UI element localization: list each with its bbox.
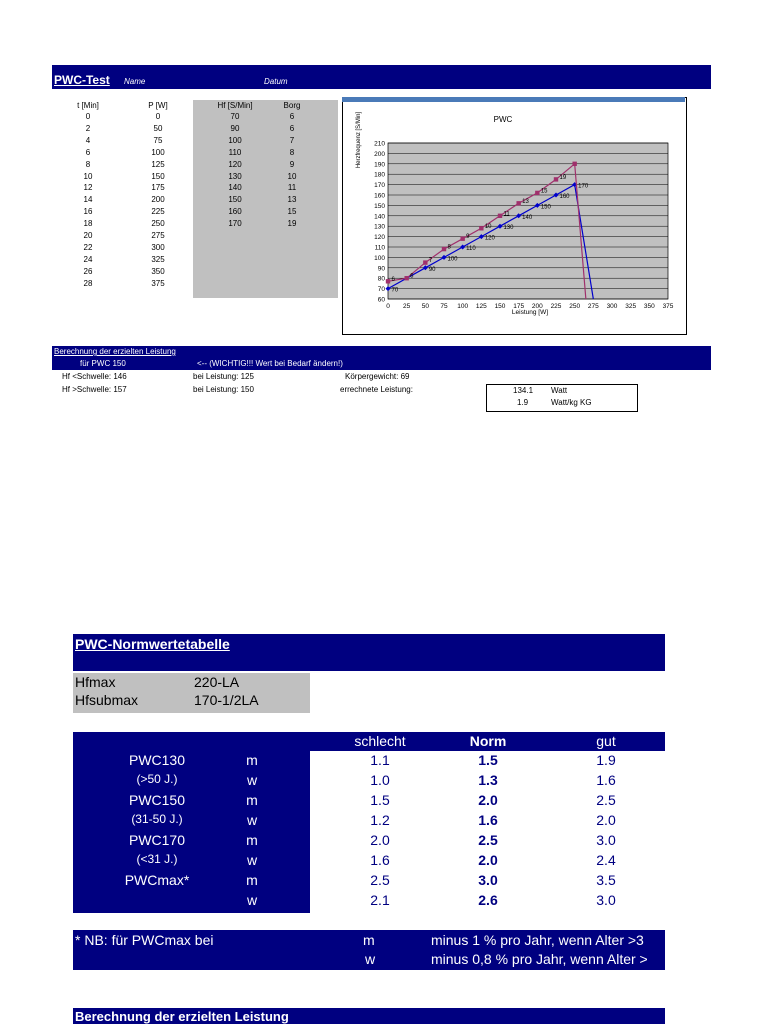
data-label: 150 — [540, 204, 551, 211]
x-tick-label: 50 — [421, 303, 429, 310]
data-label: 11 — [503, 211, 510, 218]
table-cell-t: 28 — [83, 278, 93, 288]
norm-value: 2.6 — [478, 892, 498, 908]
body-weight: Körpergewicht: 69 — [345, 372, 410, 381]
table-cell-p: 100 — [151, 147, 165, 157]
table-cell-p: 175 — [151, 183, 165, 193]
normwerte-title: PWC-Normwertetabelle — [75, 636, 230, 652]
norm-value: 2.0 — [596, 812, 616, 828]
data-label: 6 — [391, 276, 395, 283]
nb-sex-w: w — [365, 951, 376, 967]
norm-value: 1.3 — [478, 772, 498, 788]
x-tick-label: 275 — [587, 303, 599, 310]
x-tick-label: 125 — [475, 303, 487, 310]
norm-value: 2.0 — [478, 852, 498, 868]
data-label: 130 — [503, 225, 514, 232]
power-upper: bei Leistung: 150 — [193, 385, 254, 394]
table-cell-p: 75 — [153, 135, 163, 145]
norm-row-sex: m — [246, 792, 258, 808]
norm-value: 2.5 — [478, 832, 498, 848]
table-cell-t: 18 — [83, 219, 93, 229]
table-cell-p: 350 — [151, 266, 165, 276]
table-cell-t: 8 — [85, 159, 91, 169]
data-label: 70 — [391, 287, 399, 294]
y-tick-label: 90 — [377, 265, 385, 273]
norm-value: 1.1 — [370, 752, 390, 768]
berechnung-header-large — [73, 1008, 665, 1024]
norm-col-header: gut — [596, 733, 616, 749]
table-cell-t: 10 — [83, 171, 93, 181]
table-cell-t: 20 — [83, 231, 93, 240]
table-cell-t: 24 — [83, 254, 93, 264]
norm-col-header: schlecht — [354, 733, 406, 749]
table-cell-t: 6 — [85, 147, 91, 157]
norm-row-sex: w — [246, 852, 258, 868]
norm-value: 2.0 — [370, 832, 390, 848]
data-label: 140 — [522, 214, 533, 221]
y-tick-label: 130 — [374, 223, 385, 231]
data-label: 90 — [428, 266, 436, 273]
y-tick-label: 70 — [377, 286, 385, 294]
y-axis-label: Herzfrequenz [S/Min] — [356, 111, 362, 169]
data-label: 160 — [559, 194, 570, 200]
data-label: 100 — [447, 256, 458, 263]
table-cell-hf: 150 — [228, 195, 242, 205]
hfmax-value: 220-LA — [194, 674, 240, 690]
table-cell-hf: 130 — [228, 171, 242, 181]
norm-row-sex: m — [246, 832, 258, 848]
norm-value: 2.0 — [478, 792, 498, 808]
date-label: Datum — [264, 77, 288, 86]
table-cell-t: 16 — [83, 207, 93, 217]
x-tick-label: 25 — [403, 303, 411, 310]
hf-upper-threshold: Hf >Schwelle: 157 — [62, 385, 127, 394]
nb-label: * NB: für PWCmax bei — [75, 932, 214, 948]
data-label: 6 — [410, 273, 414, 280]
berechnung-title-small: Berechnung der erzielten Leistung — [54, 347, 176, 356]
table-cell-p: 250 — [151, 219, 165, 229]
name-label: Name — [124, 77, 146, 86]
y-tick-label: 110 — [374, 244, 385, 252]
table-cell-p: 0 — [155, 112, 161, 121]
table-cell-p: 325 — [151, 254, 165, 264]
hfmax-label: Hfmax — [75, 674, 116, 690]
norm-value: 3.0 — [596, 832, 616, 848]
table-cell-p: 275 — [151, 231, 165, 240]
norm-row-name: (>50 J.) — [136, 772, 178, 786]
x-tick-label: 375 — [662, 303, 674, 310]
result-wattkg-value: 1.9 — [517, 398, 529, 407]
norm-row-sex: w — [246, 812, 258, 828]
data-label: 120 — [484, 235, 495, 242]
power-lower: bei Leistung: 125 — [193, 372, 254, 381]
norm-value: 3.0 — [478, 872, 498, 888]
x-tick-label: 325 — [625, 303, 637, 310]
norm-value: 1.5 — [370, 792, 390, 808]
result-watt-unit: Watt — [551, 386, 568, 395]
table-cell-borg: 19 — [287, 219, 297, 229]
data-label: 15 — [540, 188, 548, 195]
table-cell-p: 200 — [151, 195, 165, 205]
table-cell-borg: 9 — [289, 159, 295, 169]
norm-row-sex: w — [246, 772, 258, 788]
table-cell-borg: 11 — [287, 183, 297, 193]
result-watt-value: 134.1 — [513, 386, 534, 395]
nb-text-w: minus 0,8 % pro Jahr, wenn Alter > — [431, 951, 648, 967]
table-cell-p: 225 — [151, 207, 165, 217]
chart-title: PWC — [493, 115, 513, 124]
table-cell-hf: 170 — [228, 219, 242, 229]
x-tick-label: 100 — [457, 303, 469, 310]
x-tick-label: 350 — [643, 303, 655, 310]
table-cell-borg: 13 — [287, 195, 297, 205]
table-cell-t: 22 — [83, 242, 93, 252]
norm-value: 3.5 — [596, 872, 616, 888]
y-tick-label: 210 — [374, 140, 385, 148]
data-label: 10 — [484, 223, 492, 230]
x-tick-label: 300 — [606, 303, 618, 310]
norm-row-sex: w — [246, 892, 258, 908]
x-tick-label: 225 — [550, 303, 562, 310]
norm-row-name: PWC150 — [128, 792, 186, 808]
norm-value: 1.6 — [596, 772, 616, 788]
y-tick-label: 190 — [374, 161, 385, 169]
norm-value: 2.1 — [370, 892, 390, 908]
norm-row-sex: m — [246, 752, 258, 768]
table-cell-hf: 120 — [228, 159, 242, 169]
table-header-p: P [W] — [148, 101, 168, 110]
y-tick-label: 170 — [374, 182, 385, 190]
table-cell-t: 0 — [85, 112, 91, 121]
y-tick-label: 80 — [377, 275, 385, 283]
y-tick-label: 60 — [377, 296, 385, 304]
y-tick-label: 100 — [374, 254, 385, 262]
table-cell-t: 4 — [85, 135, 91, 145]
table-cell-borg: 15 — [287, 207, 297, 217]
hint-text: <-- (WICHTIG!!! Wert bei Bedarf ändern!) — [197, 359, 343, 368]
table-header-t: t [Min] — [77, 101, 99, 110]
hfsubmax-label: Hfsubmax — [75, 692, 139, 708]
table-header-hf: Hf [S/Min] — [217, 101, 253, 110]
table-cell-borg: 6 — [289, 112, 295, 121]
norm-value: 1.6 — [370, 852, 390, 868]
table-cell-hf: 140 — [228, 183, 242, 193]
x-tick-label: 75 — [440, 303, 448, 310]
norm-value: 1.9 — [596, 752, 616, 768]
data-label: 9 — [466, 234, 470, 241]
data-label: 19 — [559, 174, 567, 181]
norm-col-header: Norm — [469, 733, 507, 749]
table-cell-borg: 6 — [289, 123, 295, 133]
norm-value: 2.5 — [370, 872, 390, 888]
data-label: 8 — [447, 244, 451, 251]
nb-note-box — [73, 930, 665, 970]
y-tick-label: 200 — [374, 150, 385, 158]
norm-value: 1.6 — [478, 812, 498, 828]
norm-row-sex: m — [246, 872, 258, 888]
table-cell-hf: 110 — [228, 147, 242, 157]
table-cell-p: 50 — [153, 123, 163, 133]
hfsubmax-value: 170-1/2LA — [194, 692, 259, 708]
x-axis-label: Leistung [W] — [511, 309, 549, 316]
y-tick-label: 140 — [374, 213, 385, 221]
calculated-power-label: errechnete Leistung: — [340, 385, 413, 394]
nb-text-m: minus 1 % pro Jahr, wenn Alter >3 — [431, 932, 644, 948]
data-label: 7 — [428, 258, 433, 265]
table-cell-hf: 160 — [228, 207, 242, 217]
x-tick-label: 0 — [386, 303, 390, 310]
table-cell-borg: 8 — [289, 147, 295, 157]
table-cell-t: 2 — [85, 123, 91, 133]
table-cell-hf: 100 — [228, 135, 242, 145]
table-cell-p: 125 — [151, 159, 165, 169]
table-cell-hf: 70 — [230, 112, 240, 121]
nb-sex-m: m — [363, 932, 375, 948]
table-cell-borg: 10 — [287, 171, 297, 181]
norm-row-name: PWC170 — [128, 832, 186, 848]
hf-lower-threshold: Hf <Schwelle: 146 — [62, 372, 127, 381]
x-tick-label: 250 — [569, 303, 581, 310]
table-cell-hf: 90 — [230, 123, 240, 133]
norm-value: 1.5 — [478, 752, 498, 768]
norm-row-name: (<31 J.) — [136, 852, 178, 866]
norm-value: 1.2 — [370, 812, 390, 828]
y-tick-label: 180 — [374, 171, 385, 179]
norm-value: 2.4 — [596, 852, 616, 868]
table-cell-p: 375 — [151, 278, 165, 288]
table-cell-p: 150 — [151, 171, 165, 181]
pwc-test-title: PWC-Test — [54, 73, 110, 87]
berechnung-title-large: Berechnung der erzielten Leistung — [75, 1009, 289, 1024]
table-cell-p: 300 — [151, 242, 165, 252]
data-label: 110 — [466, 246, 476, 252]
pwc-selector-label[interactable]: für PWC 150 — [80, 359, 126, 368]
norm-value: 3.0 — [596, 892, 616, 908]
table-cell-t: 14 — [83, 195, 93, 205]
norm-value: 2.5 — [596, 792, 616, 808]
norm-row-name: PWCmax* — [124, 872, 190, 888]
data-label: 13 — [522, 198, 529, 205]
x-tick-label: 200 — [531, 303, 543, 310]
table-cell-t: 26 — [83, 266, 93, 276]
data-label: 170 — [578, 183, 589, 190]
y-tick-label: 120 — [374, 234, 385, 242]
x-tick-label: 175 — [513, 303, 525, 310]
y-tick-label: 160 — [374, 192, 385, 200]
norm-value: 1.0 — [370, 772, 390, 788]
x-tick-label: 150 — [494, 303, 506, 310]
y-tick-label: 150 — [374, 202, 385, 210]
norm-row-name: (31-50 J.) — [131, 812, 183, 826]
result-wattkg-unit: Watt/kg KG — [551, 398, 592, 407]
table-cell-t: 12 — [83, 183, 93, 193]
norm-row-name: PWC130 — [128, 752, 186, 768]
table-cell-borg: 7 — [289, 135, 295, 145]
table-header-borg: Borg — [283, 101, 301, 110]
